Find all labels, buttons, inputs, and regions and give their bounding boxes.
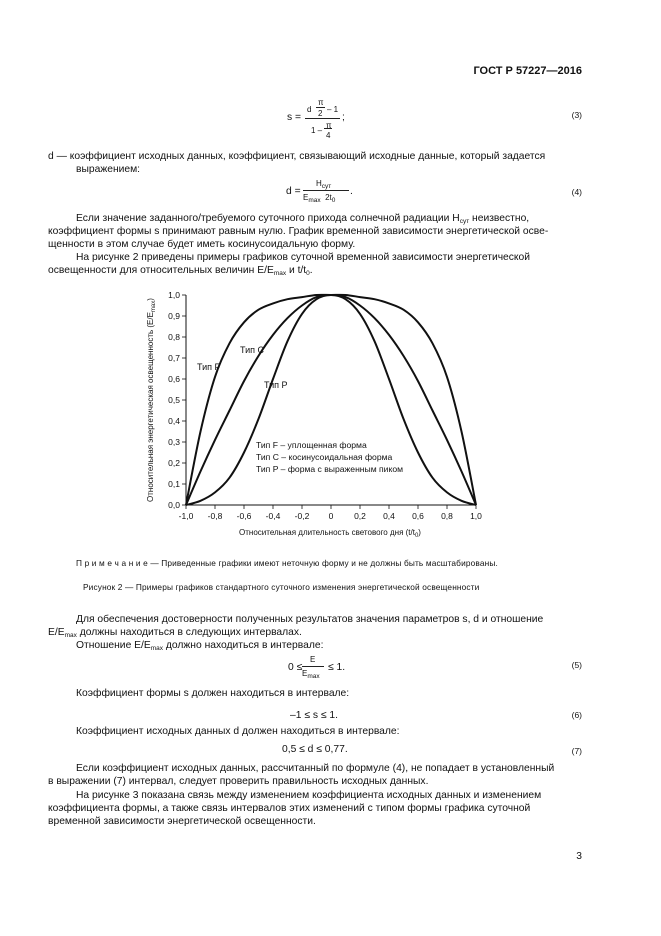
x-tick-label: 1,0 [470,511,482,521]
paragraph-3-text-a: E/E [48,627,65,638]
formula-5-num: E [310,655,316,664]
y-tick-label: 0,1 [168,479,180,489]
formula-5 [288,653,368,681]
formula-4-lhs: d = [286,186,301,197]
paragraph-4-text-a: Отношение E/E [76,640,151,651]
x-tick-label: 0,2 [354,511,366,521]
x-tick-label: -0,6 [236,511,252,521]
formula-4-den-t-sub: 0 [331,197,336,204]
paragraph-d-line2: выражением: [76,164,141,175]
x-tick-label: -1,0 [178,511,194,521]
paragraph-7-line2: в выражении (7) интервал, следует проверить правильность исходных данных. [48,776,429,787]
formula-5-lhs: 0 ≤ [288,662,303,673]
formula-3-main-bar [305,118,340,119]
x-tick-label: 0,8 [441,511,453,521]
formula-5-den-sub: max [307,673,320,680]
y-tick-label: 0,0 [168,500,180,510]
formula-3-end: ; [342,112,345,123]
formula-5-rhs: ≤ 1. [328,662,346,673]
curve-label-type-c: Тип C [240,345,265,355]
formula-3-num-minus1: – 1 [327,105,339,114]
paragraph-1-line2: коэффициент формы s принимают равным нулю. График временной зависимости энергетической осве- [48,226,549,237]
paragraph-1-text-a: Если значение заданного/требуемого суточного прихода солнечной радиации H [76,213,460,224]
x-tick-label: -0,2 [294,511,310,521]
formula-5-number: (5) [571,660,582,670]
y-tick-label: 0,4 [168,416,180,426]
formula-3-den-pi: π [326,121,332,130]
paragraph-2-text-c: . [309,265,313,276]
y-tick-label: 0,8 [168,332,180,342]
formula-3-number: (3) [571,110,582,120]
formula-6: –1 ≤ s ≤ 1. [290,710,338,721]
paragraph-7-line1: Если коэффициент исходных данных, рассчитанный по формуле (4), не попадает в установленный [76,763,555,774]
paragraph-d-line1: d — коэффициент исходных данных, коэффициент, связывающий исходные данные, который задается [48,151,546,162]
paragraph-2-line1: На рисунке 2 приведены примеры графиков суточной временной зависимости энергетической [76,252,531,263]
page-number: 3 [576,851,582,862]
legend-entry-type-c: Тип C – косинусоидальная форма [256,452,393,462]
formula-4-num-h: H [316,179,322,188]
paragraph-6: Коэффициент исходных данных d должен находиться в интервале: [76,726,400,737]
formula-4-number: (4) [571,187,582,197]
paragraph-5: Коэффициент формы s должен находиться в интервале: [76,688,350,699]
figure-note: П р и м е ч а н и е — Приведенные графики имеют неточную форму и не должны быть масштабированы. [76,558,498,568]
formula-4-end: . [350,186,353,197]
x-tick-label: 0 [328,511,334,521]
formula-3-num-d: d [307,105,312,114]
legend-entry-type-p: Тип P – форма с выраженным пиком [256,464,404,474]
paragraph-3-text-b: должны находиться в следующих интервалах. [76,627,302,638]
standard-header: ГОСТ Р 57227—2016 [473,65,582,77]
paragraph-3-sub: max [64,632,77,639]
x-axis-label-a: Относительная длительность светового дня (t/t [239,528,415,537]
paragraph-1-sub: сут [459,218,470,225]
formula-7: 0,5 ≤ d ≤ 0,77. [282,744,348,755]
formula-3-num-pi: π [318,98,324,107]
y-axis-label-sub: max [151,300,157,313]
x-axis-label-sub: 0 [414,533,419,539]
formula-5-den [302,667,320,683]
paragraph-8-line2: коэффициента формы, а также связь интервалов этих изменений с типом формы графика суточной [48,803,531,814]
y-tick-label: 0,9 [168,311,180,321]
formula-3 [287,97,367,141]
x-tick-label: 0,6 [412,511,424,521]
y-tick-label: 0,5 [168,395,180,405]
paragraph-4 [76,639,323,655]
legend-entry-type-f: Тип F – уплощенная форма [256,440,367,450]
formula-3-den-4: 4 [326,131,331,140]
formula-5-den-e: E [302,669,308,678]
paragraph-3-line1: Для обеспечения достоверности полученных результатов значения параметров s, d и отношение [76,614,544,625]
formula-4-num-sub: сут [321,183,332,190]
y-ticks [168,290,186,510]
y-axis-label [146,298,157,502]
formula-4-den [303,191,335,207]
paragraph-2-sub: max [273,270,287,277]
formula-4-den-e-sub: max [308,197,321,204]
y-tick-label: 0,6 [168,374,180,384]
x-axis-label [239,528,421,539]
paragraph-2-text-b: и t/t [286,265,307,276]
paragraph-8-line3: временной зависимости энергетической освещенности. [48,816,316,827]
y-axis-label-b: ) [146,298,155,301]
daily-irradiance-chart [140,285,500,545]
x-axis-label-b: ) [418,528,421,537]
paragraph-8-line1: На рисунке 3 показана связь между изменением коэффициента исходных данных и изменением [76,790,542,801]
curve-label-type-f: Тип F [197,362,221,372]
formula-7-number: (7) [571,746,582,756]
y-tick-label: 0,7 [168,353,180,363]
y-axis-label-a: Относительная энергетическая освещенность (E/E [146,312,155,502]
paragraph-1-text-b: неизвестно, [469,213,530,224]
paragraph-4-text-b: должно находиться в интервале: [163,640,324,651]
paragraph-1-line3: щенности в этом случае будет иметь косинусоидальную форму. [48,239,356,250]
figure-caption: Рисунок 2 — Примеры графиков стандартного суточного изменения энергетической освещенности [83,582,480,592]
formula-4-den-t: 2t [325,193,332,202]
formula-6-number: (6) [571,710,582,720]
formula-4-den-e: E [303,193,309,202]
y-tick-label: 0,3 [168,437,180,447]
paragraph-2-sub2: 0 [306,270,310,277]
paragraph-2-text-a: освещенности для относительных величин E/E [48,265,274,276]
formula-4 [286,176,376,206]
formula-3-num-2: 2 [318,109,323,118]
formula-3-den-1: 1 – [311,126,323,135]
paragraph-2-line2 [48,264,313,280]
y-tick-label: 0,2 [168,458,180,468]
paragraph-4-sub: max [150,645,164,652]
x-tick-label: -0,4 [265,511,281,521]
y-tick-label: 1,0 [168,290,180,300]
x-ticks [179,505,483,521]
curve-label-type-p: Тип P [264,380,288,390]
x-tick-label: -0,8 [207,511,223,521]
formula-3-lhs: s = [287,112,302,123]
x-tick-label: 0,4 [383,511,395,521]
